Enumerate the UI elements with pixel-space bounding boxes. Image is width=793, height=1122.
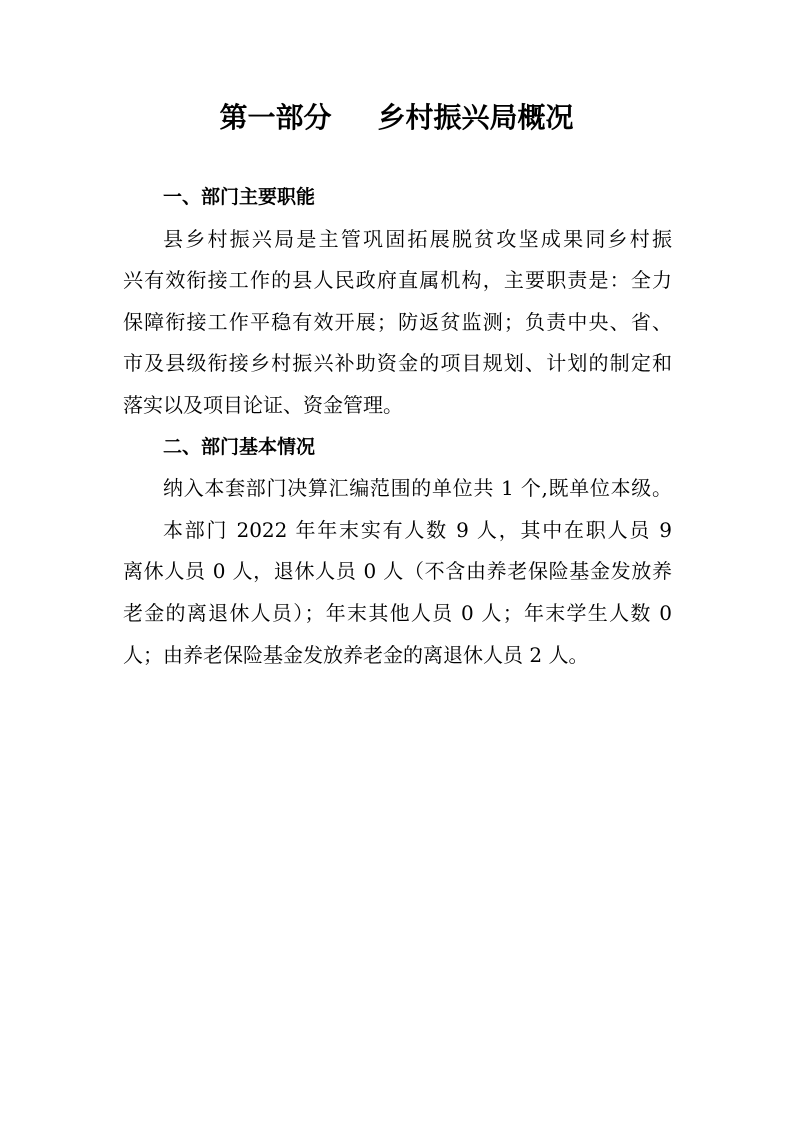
section-heading-basic-info: 二、部门基本情况 [163, 435, 316, 458]
paragraph-line: 老金的离退休人员）；年末其他人员 0 人；年末学生人数 0 [123, 600, 672, 625]
paragraph-line: 纳入本套部门决算汇编范围的单位共 1 个,既单位本级。 [163, 476, 672, 501]
title-part: 第一部分 [219, 101, 332, 134]
paragraph-line: 保障衔接工作平稳有效开展；防返贫监测；负责中央、省、 [123, 309, 672, 334]
title-name: 乡村振兴局概况 [377, 101, 574, 134]
paragraph-line: 人；由养老保险基金发放养老金的离退休人员 2 人。 [123, 642, 589, 667]
paragraph-line: 兴有效衔接工作的县人民政府直属机构，主要职责是：全力 [123, 268, 672, 293]
paragraph-line: 落实以及项目论证、资金管理。 [123, 392, 403, 417]
section-heading-functions: 一、部门主要职能 [163, 186, 316, 208]
page-title [0, 98, 793, 138]
paragraph-line: 本部门 2022 年年末实有人数 9 人，其中在职人员 9 [163, 517, 672, 542]
paragraph-line: 市及县级衔接乡村振兴补助资金的项目规划、计划的制定和 [123, 351, 672, 376]
paragraph-line: 离休人员 0 人，退休人员 0 人（不含由养老保险基金发放养 [123, 559, 672, 584]
document-body [123, 177, 672, 676]
paragraph-line: 县乡村振兴局是主管巩固拓展脱贫攻坚成果同乡村振 [163, 226, 672, 251]
